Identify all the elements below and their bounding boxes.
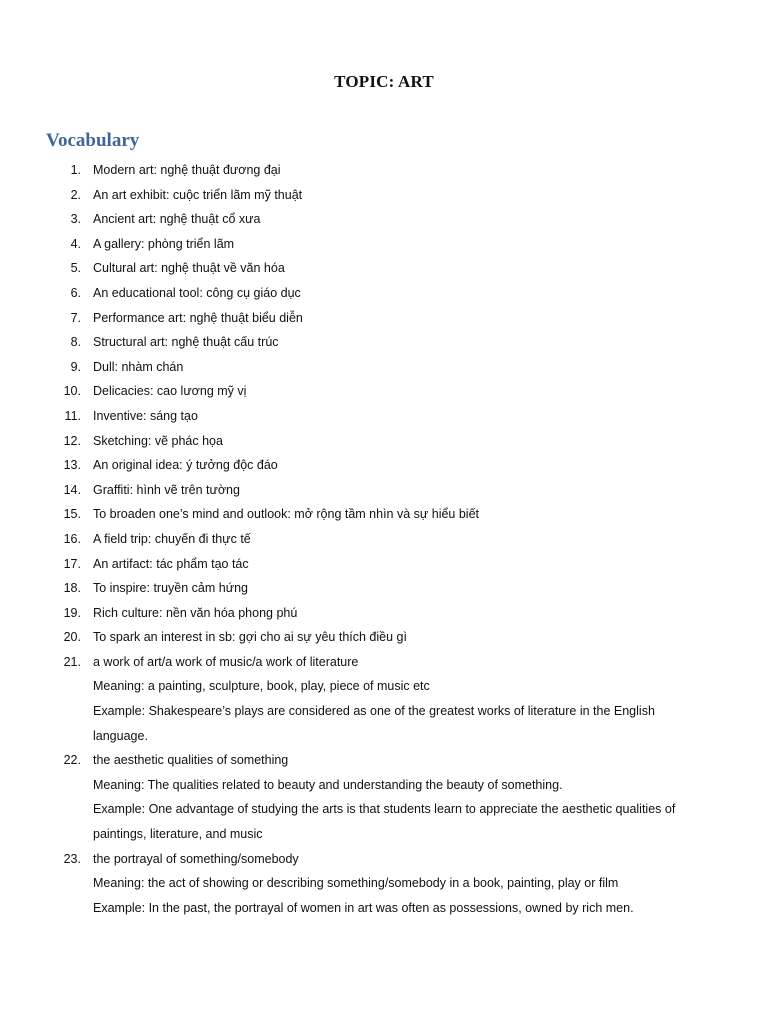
item-number: 23. [63,851,81,866]
item-text: the portrayal of something/somebody [93,851,299,866]
item-number: 13. [63,458,81,473]
item-text: Performance art: nghệ thuật biểu diễn [93,310,303,325]
item-text: Dull: nhàm chán [93,359,184,374]
item-text: Sketching: vẽ phác họa [93,433,223,448]
item-21-example-continued: language. [93,728,148,743]
item-text: Graffiti: hình vẽ trên tường [93,482,240,497]
item-number: 14. [63,482,81,497]
item-number: 15. [63,507,81,522]
list-item [0,183,768,208]
item-text: Inventive: sáng tạo [93,408,198,423]
item-21-meaning: Meaning: a painting, sculpture, book, play, piece of music etc [93,679,430,694]
item-number: 7. [70,310,81,325]
list-item [0,379,768,404]
list-item [0,330,768,355]
item-number: 5. [70,261,81,276]
list-item [0,281,768,306]
item-text: Ancient art: nghệ thuật cổ xưa [93,212,261,227]
item-text: An educational tool: công cụ giáo dục [93,285,301,300]
section-heading-vocabulary: Vocabulary [46,130,140,151]
item-number: 10. [63,384,81,399]
item-22-example: Example: One advantage of studying the arts is that students learn to appreciate the aesthetic qualities of [93,802,676,817]
item-22-meaning: Meaning: The qualities related to beauty and understanding the beauty of something. [93,777,563,792]
list-item [0,748,768,773]
item-text: Modern art: nghệ thuật đương đại [93,163,281,177]
page-title: TOPIC: ART [334,72,434,91]
item-22-example-continued: paintings, literature, and music [93,827,263,842]
item-23-example: Example: In the past, the portrayal of women in art was often as possessions, owned by rich men. [93,900,634,915]
list-item [0,847,768,872]
list-item [0,355,768,380]
item-text: To broaden one’s mind and outlook: mở rộng tầm nhìn và sự hiểu biết [93,507,480,522]
item-number: 12. [63,433,81,448]
item-text: To spark an interest in sb: gợi cho ai sự yêu thích điều gì [93,630,407,645]
item-text: the aesthetic qualities of something [93,753,289,768]
item-number: 2. [70,187,81,202]
item-number: 18. [63,581,81,596]
list-item [0,232,768,257]
vocabulary-list [0,158,768,920]
list-item [0,207,768,232]
list-item [0,306,768,331]
item-23-meaning: Meaning: the act of showing or describing something/somebody in a book, painting, play or film [93,876,619,891]
list-item [0,158,768,183]
item-number: 3. [70,212,81,227]
item-21-example: Example: Shakespeare’s plays are considered as one of the greatest works of literature in the English [93,704,655,719]
list-item [0,650,768,675]
list-item [0,256,768,281]
list-item [0,625,768,650]
list-item [0,552,768,577]
item-text: Cultural art: nghệ thuật về văn hóa [93,261,285,276]
list-item [0,576,768,601]
item-number: 8. [70,335,81,350]
list-item [0,527,768,552]
item-text: An original idea: ý tưởng độc đáo [93,458,278,473]
item-number: 20. [63,630,81,645]
item-number: 21. [63,654,81,669]
item-text: An artifact: tác phẩm tạo tác [93,556,249,571]
item-number: 19. [63,605,81,620]
list-item [0,453,768,478]
item-number: 6. [70,285,81,300]
item-text: A field trip: chuyến đi thực tế [93,531,251,546]
item-number: 9. [70,359,81,374]
item-number: 1. [70,163,81,177]
item-number: 11. [64,408,81,423]
item-text: Structural art: nghệ thuật cấu trúc [93,335,279,350]
item-text: An art exhibit: cuộc triển lãm mỹ thuật [93,187,303,202]
list-item [0,601,768,626]
list-item [0,478,768,503]
item-text: To inspire: truyền cảm hứng [93,581,248,596]
item-text: Rich culture: nền văn hóa phong phú [93,605,298,620]
list-item [0,404,768,429]
item-text: Delicacies: cao lương mỹ vị [93,384,247,399]
item-number: 17. [63,556,81,571]
item-text: a work of art/a work of music/a work of literature [93,654,359,669]
list-item [0,429,768,454]
list-item [0,502,768,527]
item-number: 22. [63,753,81,768]
item-text: A gallery: phòng triển lãm [93,236,235,251]
item-number: 4. [70,236,81,251]
item-number: 16. [63,531,81,546]
